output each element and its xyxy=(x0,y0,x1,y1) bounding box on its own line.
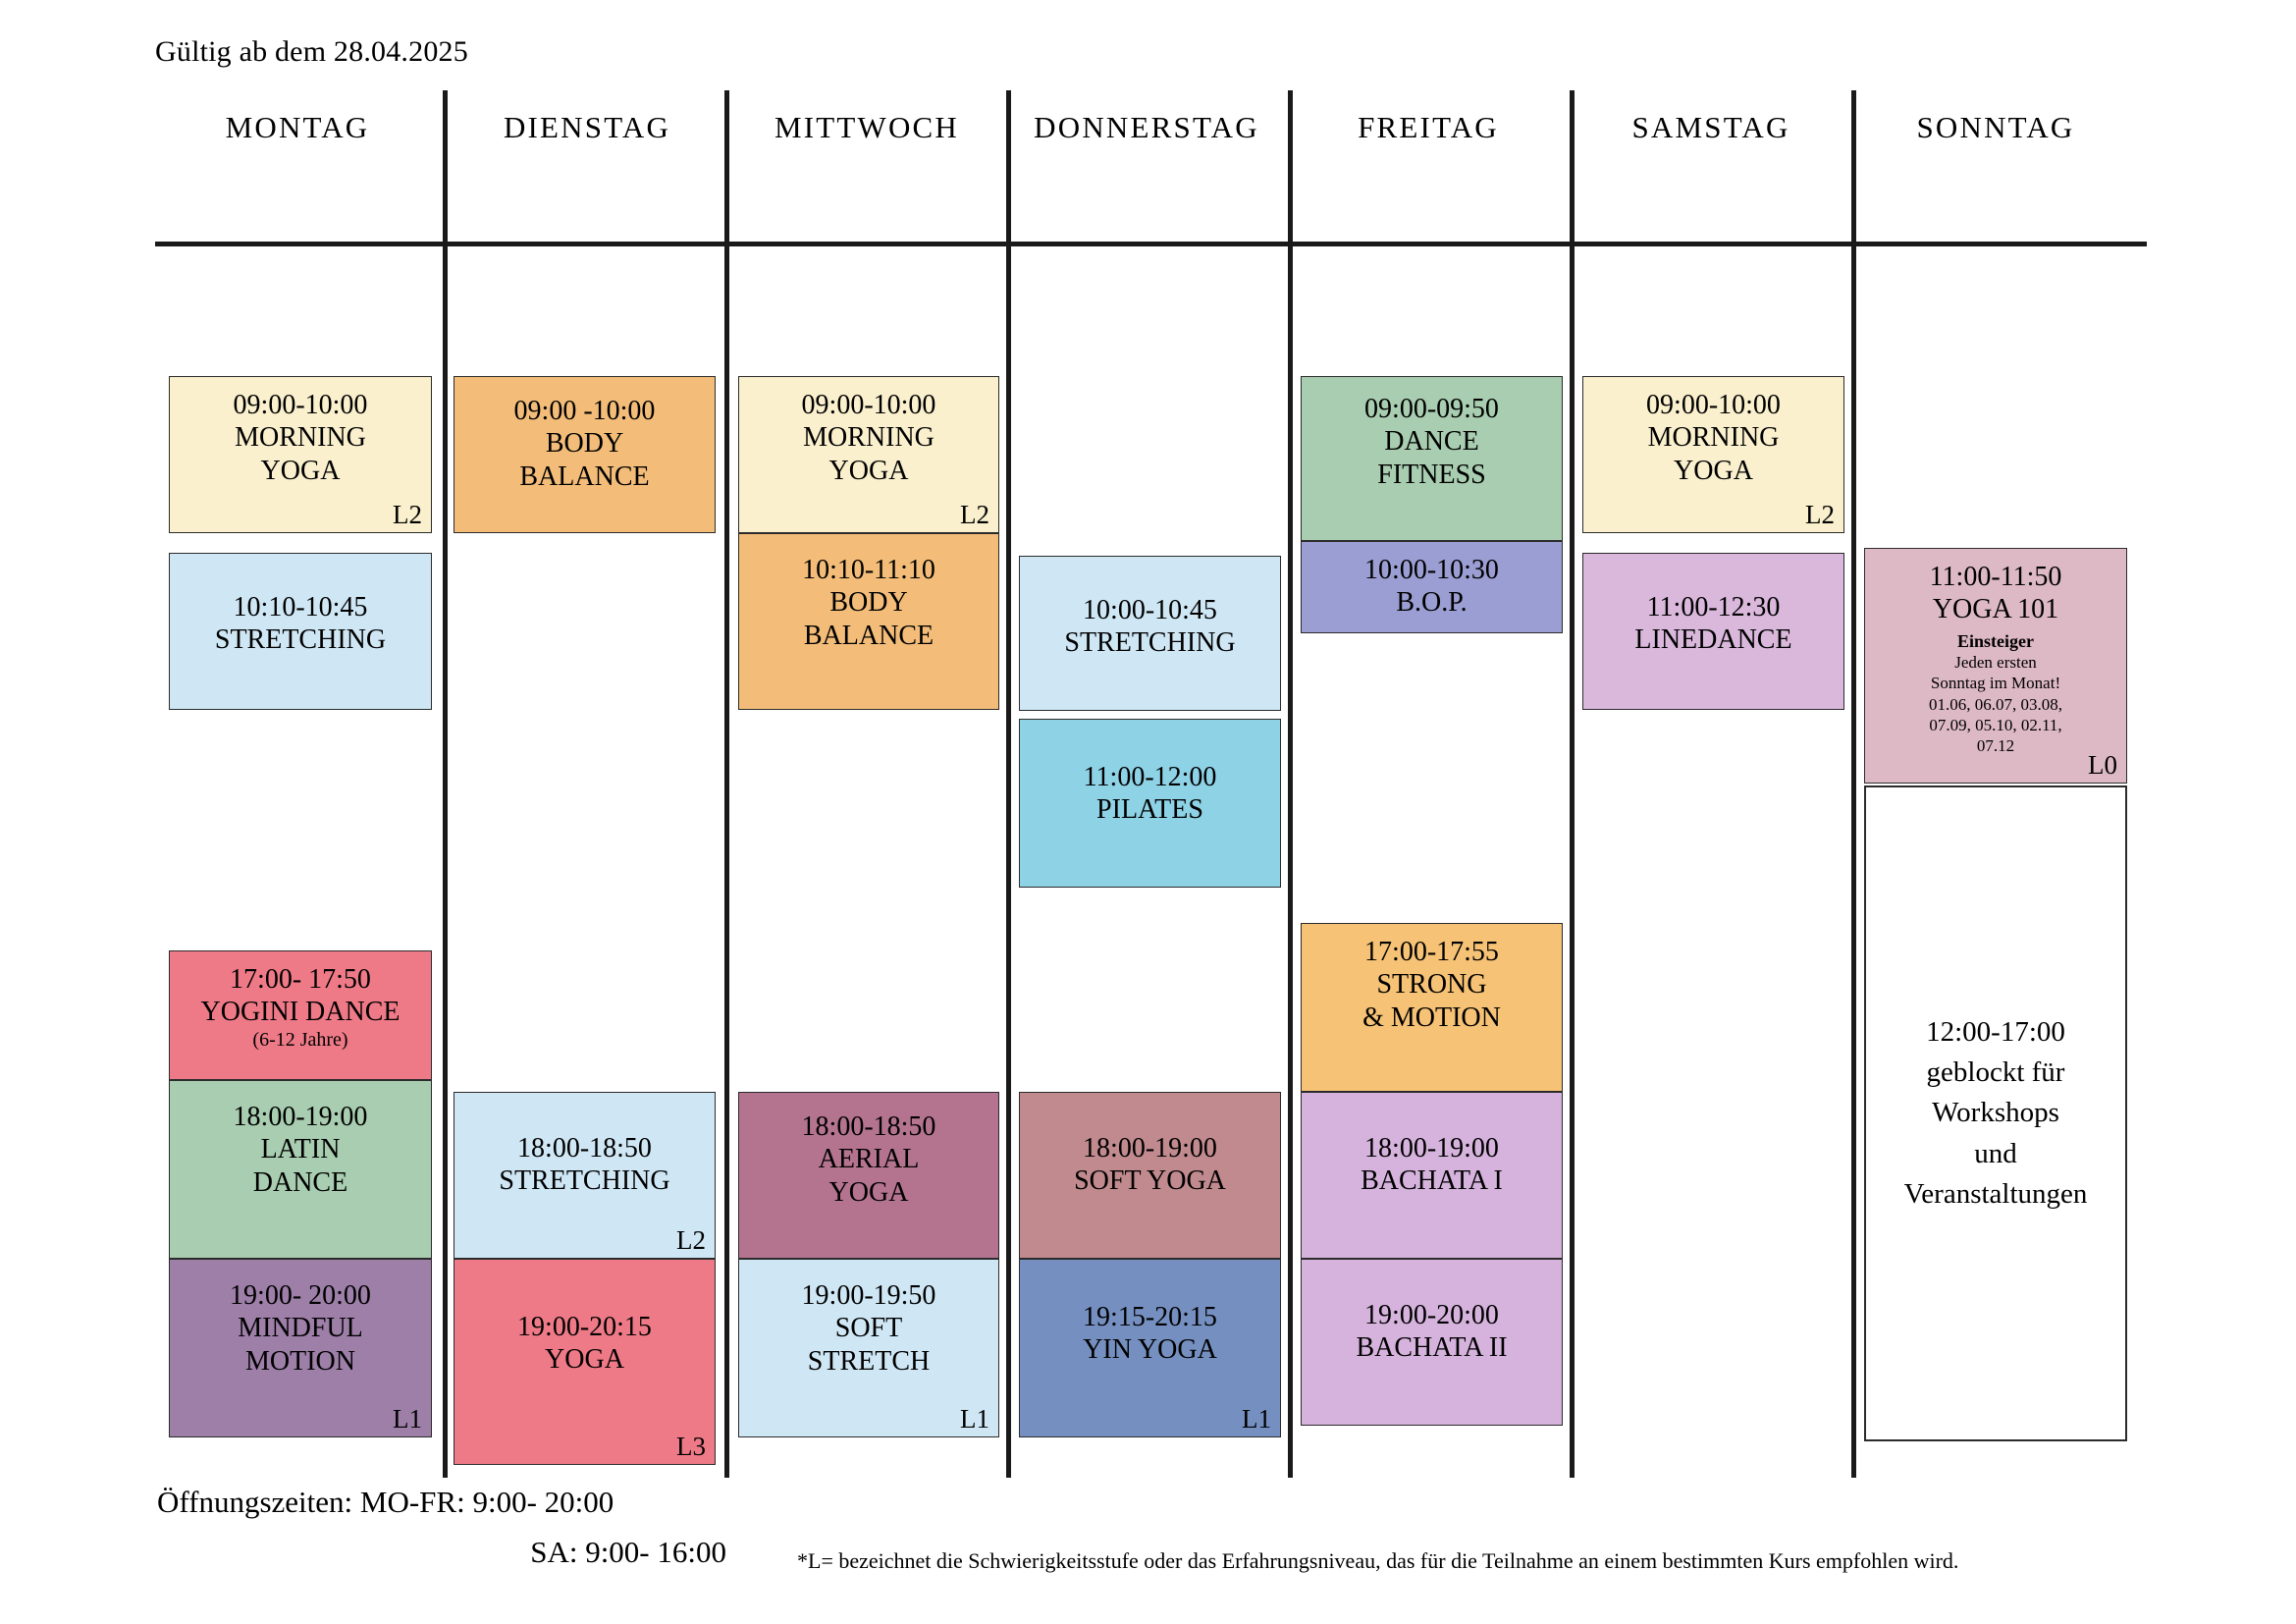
class-level: L1 xyxy=(393,1403,422,1434)
class-title-line2: YOGA xyxy=(260,455,341,486)
class-title-line2: BALANCE xyxy=(803,620,934,651)
class-title-line1: MORNING xyxy=(1647,422,1780,454)
class-level: L2 xyxy=(1805,499,1835,529)
class-title-line1: MORNING xyxy=(803,422,934,454)
opening-hours-saturday: SA: 9:00- 16:00 xyxy=(530,1535,726,1569)
class-card-pilates-donnerstag[interactable] xyxy=(1019,719,1281,888)
day-header-sonntag: SONNTAG xyxy=(1916,110,2075,144)
class-time: 09:00-10:00 xyxy=(233,390,368,420)
class-card-aerial-yoga-mittwoch[interactable] xyxy=(738,1092,999,1259)
class-card-dance-fitness-freitag[interactable] xyxy=(1301,376,1563,541)
class-title-line1: B.O.P. xyxy=(1396,587,1468,619)
class-title-line2: YOGA xyxy=(1674,455,1753,486)
class-title-line1: AERIAL xyxy=(818,1144,920,1175)
class-card-stretching-montag[interactable] xyxy=(169,553,432,710)
header-divider xyxy=(155,242,2147,246)
class-subnote: (6-12 Jahre) xyxy=(252,1028,348,1051)
class-note-line: 01.06, 06.07, 03.08, xyxy=(1929,694,2062,714)
class-card-latin-dance-montag[interactable] xyxy=(169,1080,432,1259)
class-time: 19:15-20:15 xyxy=(1083,1302,1217,1332)
column-divider-1 xyxy=(443,90,448,1478)
class-card-linedance-samstag[interactable] xyxy=(1582,553,1844,710)
class-time: 09:00-10:00 xyxy=(801,390,936,420)
class-time: 11:00-12:00 xyxy=(1083,762,1217,792)
class-title-line1: BACHATA II xyxy=(1356,1332,1508,1364)
blocked-line: 12:00-17:00 xyxy=(1926,1016,2065,1049)
class-title-line2: & MOTION xyxy=(1362,1001,1501,1033)
opening-hours-weekdays: Öffnungszeiten: MO-FR: 9:00- 20:00 xyxy=(157,1485,614,1519)
class-time: 11:00-12:30 xyxy=(1646,592,1781,623)
day-header-mittwoch: MITTWOCH xyxy=(774,110,960,144)
class-title-line1: YOGINI DANCE xyxy=(200,997,400,1028)
class-title-line2: BALANCE xyxy=(519,460,650,492)
class-title-line1: MORNING xyxy=(235,422,366,454)
class-time: 19:00- 20:00 xyxy=(230,1280,371,1311)
blocked-line: Workshops xyxy=(1932,1097,2059,1129)
class-time: 18:00-19:00 xyxy=(1083,1133,1217,1164)
class-time: 19:00-20:15 xyxy=(517,1312,652,1342)
class-card-body-balance-mittwoch[interactable] xyxy=(738,533,999,710)
class-title-line2: MOTION xyxy=(245,1345,355,1377)
class-time: 17:00- 17:50 xyxy=(230,964,371,995)
class-card-stretching-dienstag[interactable] xyxy=(454,1092,716,1259)
class-title-line1: YIN YOGA xyxy=(1083,1334,1217,1366)
class-time: 10:10-10:45 xyxy=(233,592,368,623)
class-title-line1: STRETCHING xyxy=(1064,627,1236,659)
class-card-yogini-dance-montag[interactable] xyxy=(169,950,432,1080)
day-header-samstag: SAMSTAG xyxy=(1631,110,1790,144)
class-card-morning-yoga-montag[interactable] xyxy=(169,376,432,533)
class-title-line2: YOGA xyxy=(828,1176,909,1208)
class-time: 09:00 -10:00 xyxy=(513,396,656,426)
class-card-yin-yoga-donnerstag[interactable] xyxy=(1019,1259,1281,1437)
class-time: 18:00-19:00 xyxy=(233,1102,368,1132)
class-time: 11:00-11:50 xyxy=(1929,562,2062,592)
column-divider-6 xyxy=(1851,90,1856,1478)
class-title-line1: LATIN xyxy=(260,1134,341,1165)
class-card-stretching-donnerstag[interactable] xyxy=(1019,556,1281,711)
column-divider-4 xyxy=(1288,90,1293,1478)
day-header-montag: MONTAG xyxy=(225,110,370,144)
class-title-line1: BODY xyxy=(545,428,624,460)
class-title-line1: STRETCHING xyxy=(499,1165,670,1197)
class-note-line: Jeden ersten xyxy=(1954,653,2037,673)
class-title-line2: FITNESS xyxy=(1377,459,1486,490)
class-card-mindful-motion-montag[interactable] xyxy=(169,1259,432,1437)
class-card-soft-stretch-mittwoch[interactable] xyxy=(738,1259,999,1437)
class-title-line1: YOGA xyxy=(545,1344,624,1376)
class-card-bachata-1-freitag[interactable] xyxy=(1301,1092,1563,1259)
class-time: 10:10-11:10 xyxy=(802,555,935,585)
class-note-line: 07.09, 05.10, 02.11, xyxy=(1929,715,2062,734)
class-level: L1 xyxy=(960,1403,989,1434)
class-card-soft-yoga-donnerstag[interactable] xyxy=(1019,1092,1281,1259)
day-header-dienstag: DIENSTAG xyxy=(503,110,671,144)
class-note xyxy=(1865,630,2126,757)
class-card-bachata-2-freitag[interactable] xyxy=(1301,1259,1563,1426)
class-note-title: Einsteiger xyxy=(1957,630,2034,651)
class-title-line1: PILATES xyxy=(1096,794,1203,826)
class-card-body-balance-dienstag[interactable] xyxy=(454,376,716,533)
level-legend: *L= bezeichnet die Schwierigkeitsstufe oder das Erfahrungsniveau, das für die Teilnahme an einem bestimmten Kurs empfohlen wird. xyxy=(797,1548,1959,1573)
class-title-line1: LINEDANCE xyxy=(1634,624,1792,656)
class-level: L2 xyxy=(960,499,989,529)
class-note-line: Sonntag im Monat! xyxy=(1930,674,2061,693)
class-card-yoga-101-sonntag[interactable] xyxy=(1864,548,2127,784)
class-time: 18:00-18:50 xyxy=(517,1133,652,1164)
blocked-line: Veranstaltungen xyxy=(1903,1177,2088,1210)
blocked-slot-sonntag xyxy=(1864,785,2127,1441)
day-header-donnerstag: DONNERSTAG xyxy=(1034,110,1259,144)
class-title-line2: DANCE xyxy=(252,1166,348,1198)
class-card-yoga-dienstag[interactable] xyxy=(454,1259,716,1465)
column-divider-2 xyxy=(724,90,729,1478)
class-title-line2: STRETCH xyxy=(807,1345,931,1377)
class-level: L2 xyxy=(676,1224,706,1255)
class-time: 19:00-19:50 xyxy=(801,1280,936,1311)
class-title-line1: SOFT xyxy=(834,1313,903,1344)
class-card-strong-and-motion-freitag[interactable] xyxy=(1301,923,1563,1092)
class-level: L2 xyxy=(393,499,422,529)
class-title-line1: BODY xyxy=(829,587,908,619)
class-title-line1: YOGA 101 xyxy=(1932,594,2059,625)
class-title-line1: SOFT YOGA xyxy=(1074,1165,1226,1197)
column-divider-3 xyxy=(1006,90,1011,1478)
class-level: L1 xyxy=(1242,1403,1271,1434)
class-level: L3 xyxy=(676,1431,706,1461)
class-time: 17:00-17:55 xyxy=(1364,937,1499,967)
class-title-line1: STRONG xyxy=(1376,969,1487,1001)
class-card-morning-yoga-mittwoch[interactable] xyxy=(738,376,999,533)
class-title-line1: STRETCHING xyxy=(214,624,387,656)
class-time: 19:00-20:00 xyxy=(1364,1300,1499,1330)
class-time: 18:00-18:50 xyxy=(801,1111,936,1142)
class-time: 10:00-10:45 xyxy=(1083,595,1217,625)
day-header-freitag: FREITAG xyxy=(1358,110,1499,144)
class-time: 09:00-10:00 xyxy=(1646,390,1781,420)
class-title-line1: DANCE xyxy=(1384,426,1479,458)
class-level: L0 xyxy=(2088,749,2117,780)
class-note-line: 07.12 xyxy=(1976,736,2015,756)
class-card-bop-freitag[interactable] xyxy=(1301,541,1563,633)
class-title-line1: MINDFUL xyxy=(238,1313,363,1344)
blocked-line: und xyxy=(1974,1137,2017,1169)
valid-from-label: Gültig ab dem 28.04.2025 xyxy=(155,35,468,68)
class-time: 18:00-19:00 xyxy=(1364,1133,1499,1164)
blocked-line: geblockt für xyxy=(1926,1056,2065,1089)
column-divider-5 xyxy=(1570,90,1575,1478)
class-card-morning-yoga-samstag[interactable] xyxy=(1582,376,1844,533)
class-time: 10:00-10:30 xyxy=(1364,555,1499,585)
class-title-line1: BACHATA I xyxy=(1361,1165,1503,1197)
class-time: 09:00-09:50 xyxy=(1364,394,1499,424)
class-title-line2: YOGA xyxy=(828,455,909,486)
